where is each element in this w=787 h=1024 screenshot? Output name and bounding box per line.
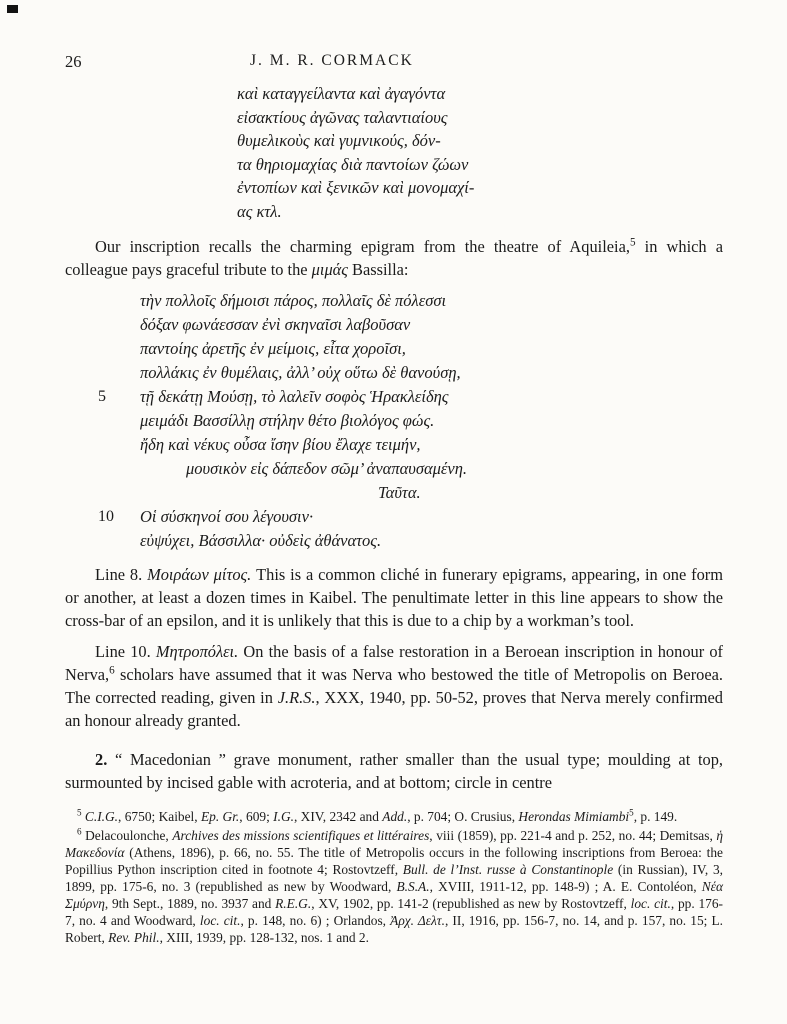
text-segment: , XXX, 1940, pp. 50-52, proves that Nerva merely confirmed an honour already granted. — [65, 688, 723, 730]
inscription-line: ας κτλ. — [237, 201, 282, 221]
inscription-line: εἰσακτίους ἀγῶνας ταλαντιαίους — [237, 107, 448, 127]
page-header — [65, 50, 723, 72]
text-segment: loc. cit. — [630, 896, 671, 911]
text-segment: J.R.S. — [277, 688, 316, 707]
epigram-line-text: ἤδη καὶ νέκυς οὖσα ἴσην βίου ἔλαχε τειμήν, — [140, 435, 421, 454]
intro-paragraph — [65, 235, 723, 281]
text-segment: 5 — [629, 236, 636, 249]
text-segment: loc. cit. — [199, 913, 241, 928]
text-segment: scholars have assumed that it was Nerva who bestowed the title of Metropolis on Beroea. The corrected reading, given in — [65, 665, 723, 707]
epigram-line — [98, 505, 723, 529]
text-segment: , pp. 176-7, no. 4 and Woodward, — [65, 896, 723, 928]
text-segment: , 6750; Kaibel, — [118, 809, 201, 824]
text-segment: Μοιράων μίτος. — [147, 565, 252, 584]
text-segment: R.E.G. — [275, 896, 312, 911]
epigram-line — [140, 529, 723, 553]
inscription-line: θυμελικοὺς καὶ γυμνικούς, δόν- — [237, 131, 441, 150]
epigram-line — [140, 313, 723, 337]
text-segment: Bull. de l’Inst. russe à Constantinople — [402, 862, 614, 877]
text-segment: , 9th Sept., 1889, no. 3937 and — [104, 896, 276, 911]
epigram-line-text: μουσικὸν εἰς δάπεδον σῶμ’ ἀναπαυσαμένη. — [186, 459, 468, 478]
text-segment: , XV, 1902, pp. 141-2 (republished as new by Rostovtzeff, — [311, 896, 631, 911]
epigram-line — [140, 337, 723, 361]
epigram-line-text: εὐψύχει, Βάσσιλλα· οὐδεὶς ἀθάνατος. — [140, 531, 382, 550]
running-head: J. M. R. CORMACK — [250, 52, 414, 69]
scan-artifact-mark — [7, 5, 18, 13]
text-segment: , 609; — [239, 809, 274, 824]
text-segment: 2. — [95, 750, 108, 769]
text-segment: “ Macedonian ” grave monument, rather smaller than the usual type; moulding at top, surmounted by incised gable with acroteria, and at bottom; circle in centre — [65, 750, 723, 792]
text-segment: , XVIII, 1911-12, pp. 148-9) ; A. E. Contoléon, — [429, 879, 702, 894]
epigram-line — [98, 385, 723, 409]
epigram-line — [140, 409, 723, 433]
text-segment: This is a common cliché in funerary epigrams, appearing, in one form or another, at least a dozen times in Kaibel. The penultimate letter in this line appears to show the cross-bar of an epsilon, and it is unlikely that this is due to a chip by a workman’s tool. — [65, 565, 723, 630]
text-segment: Line 8. — [95, 565, 148, 584]
epigram-line-text: Ταῦτα. — [378, 483, 421, 502]
text-segment: Ἀρχ. Δελτ. — [390, 913, 445, 928]
text-segment: , II, 1916, pp. 156-7, no. 14, and p. 157, no. 15; L. Robert, — [65, 913, 724, 945]
text-segment: 6 — [77, 826, 82, 837]
epigram-line — [140, 361, 723, 385]
footnote-5 — [65, 808, 723, 825]
text-segment: , p. 149. — [633, 809, 678, 824]
section2-paragraph — [65, 748, 723, 794]
text-segment: , viii (1859), pp. 221-4 and p. 252, no. 44; Demitsas, — [429, 828, 717, 843]
text-segment: Delacoulonche, — [81, 828, 173, 843]
text-segment: Νέα Σμύρνη — [65, 879, 723, 911]
epigram-line-text: μειμάδι Βασσίλλῃ στήλην θέτο βιολόγος φώς. — [140, 411, 435, 430]
text-segment: (in Russian), IV, 3, 1899, pp. 175-6, no. 3 (republished as new by Woodward, — [65, 862, 723, 894]
text-segment: On the basis of a false restoration in a Beroean inscription in honour of Nerva, — [65, 642, 723, 684]
text-segment: Archives des missions scientifiques et littéraires — [172, 828, 430, 843]
text-segment: Ep. Gr. — [200, 809, 240, 824]
text-segment: Bassilla: — [347, 260, 409, 279]
text-segment: in which a colleague pays graceful tribute to the — [65, 237, 723, 279]
line10-commentary-paragraph — [65, 640, 723, 732]
inscription-line: καὶ καταγγείλαντα καὶ ἀγαγόντα — [237, 84, 446, 103]
epigram-line-text: Οἱ σύσκηνοί σου λέγουσιν· — [140, 507, 314, 526]
footnote-6 — [65, 827, 723, 946]
text-segment: I.G. — [273, 809, 294, 824]
text-segment: Rev. Phil. — [108, 930, 160, 945]
text-segment: ἡ Μακεδονία — [65, 828, 723, 860]
epigram-line-text: παντοίης ἀρετῆς ἐν μείμοις, εἶτα χοροῖσι, — [140, 339, 406, 358]
text-segment: , XIV, 2342 and — [293, 809, 383, 824]
text-segment: 6 — [109, 664, 115, 677]
epigram-line-text: πολλάκις ἐν θυμέλαις, ἀλλ’ οὐχ οὕτω δὲ θανούσῃ, — [140, 363, 461, 382]
text-segment: , XIII, 1939, pp. 128-132, nos. 1 and 2. — [159, 930, 369, 945]
text-segment: B.S.A. — [396, 879, 430, 894]
text-segment: 5 — [629, 807, 634, 818]
epigram-line — [140, 433, 723, 457]
epigram-line-text: δόξαν φωνάεσσαν ἐνὶ σκηναῖσι λαβοῦσαν — [140, 315, 411, 334]
text-segment: , p. 148, no. 6) ; Orlandos, — [240, 913, 391, 928]
epigram-line-text: τῇ δεκάτῃ Μούσῃ, τὸ λαλεῖν σοφὸς Ἡρακλείδης — [140, 387, 449, 406]
text-segment: Herondas Mimiambi — [518, 809, 630, 824]
epigram-block — [98, 289, 723, 553]
epigram-line-number: 5 — [98, 388, 106, 405]
text-segment: (Athens, 1896), p. 66, no. 55. The title of Metropolis occurs in the following inscriptions from Beroea: the Popillius Python inscription cited in footnote 4; Rostovtzeff, — [65, 845, 723, 877]
epigram-line-number: 10 — [98, 508, 114, 525]
text-segment: , p. 704; O. Crusius, — [407, 809, 519, 824]
text-segment: Line 10. — [95, 642, 156, 661]
inscription-line: τα θηριομαχίας διὰ παντοίων ζώων — [237, 154, 469, 174]
text-segment: μιμάς — [311, 260, 348, 279]
greek-inscription-block — [237, 82, 723, 223]
epigram-line — [378, 481, 723, 505]
text-segment: Add. — [382, 809, 408, 824]
text-segment: 5 — [77, 807, 82, 818]
inscription-line: ἐντοπίων καὶ ξενικῶν καὶ μονομαχί- — [237, 178, 475, 197]
text-segment: C.I.G. — [84, 809, 119, 824]
text-segment: Μητροπόλει. — [155, 642, 239, 661]
footnotes-block — [65, 808, 723, 946]
text-segment: Our inscription recalls the charming epigram from the theatre of Aquileia, — [95, 237, 630, 256]
page-number: 26 — [65, 52, 82, 71]
epigram-line-text: τὴν πολλοῖς δήμοισι πάρος, πολλαῖς δὲ πόλεσσι — [140, 291, 447, 310]
epigram-line — [186, 457, 723, 481]
line8-commentary-paragraph — [65, 563, 723, 632]
epigram-line — [140, 289, 723, 313]
